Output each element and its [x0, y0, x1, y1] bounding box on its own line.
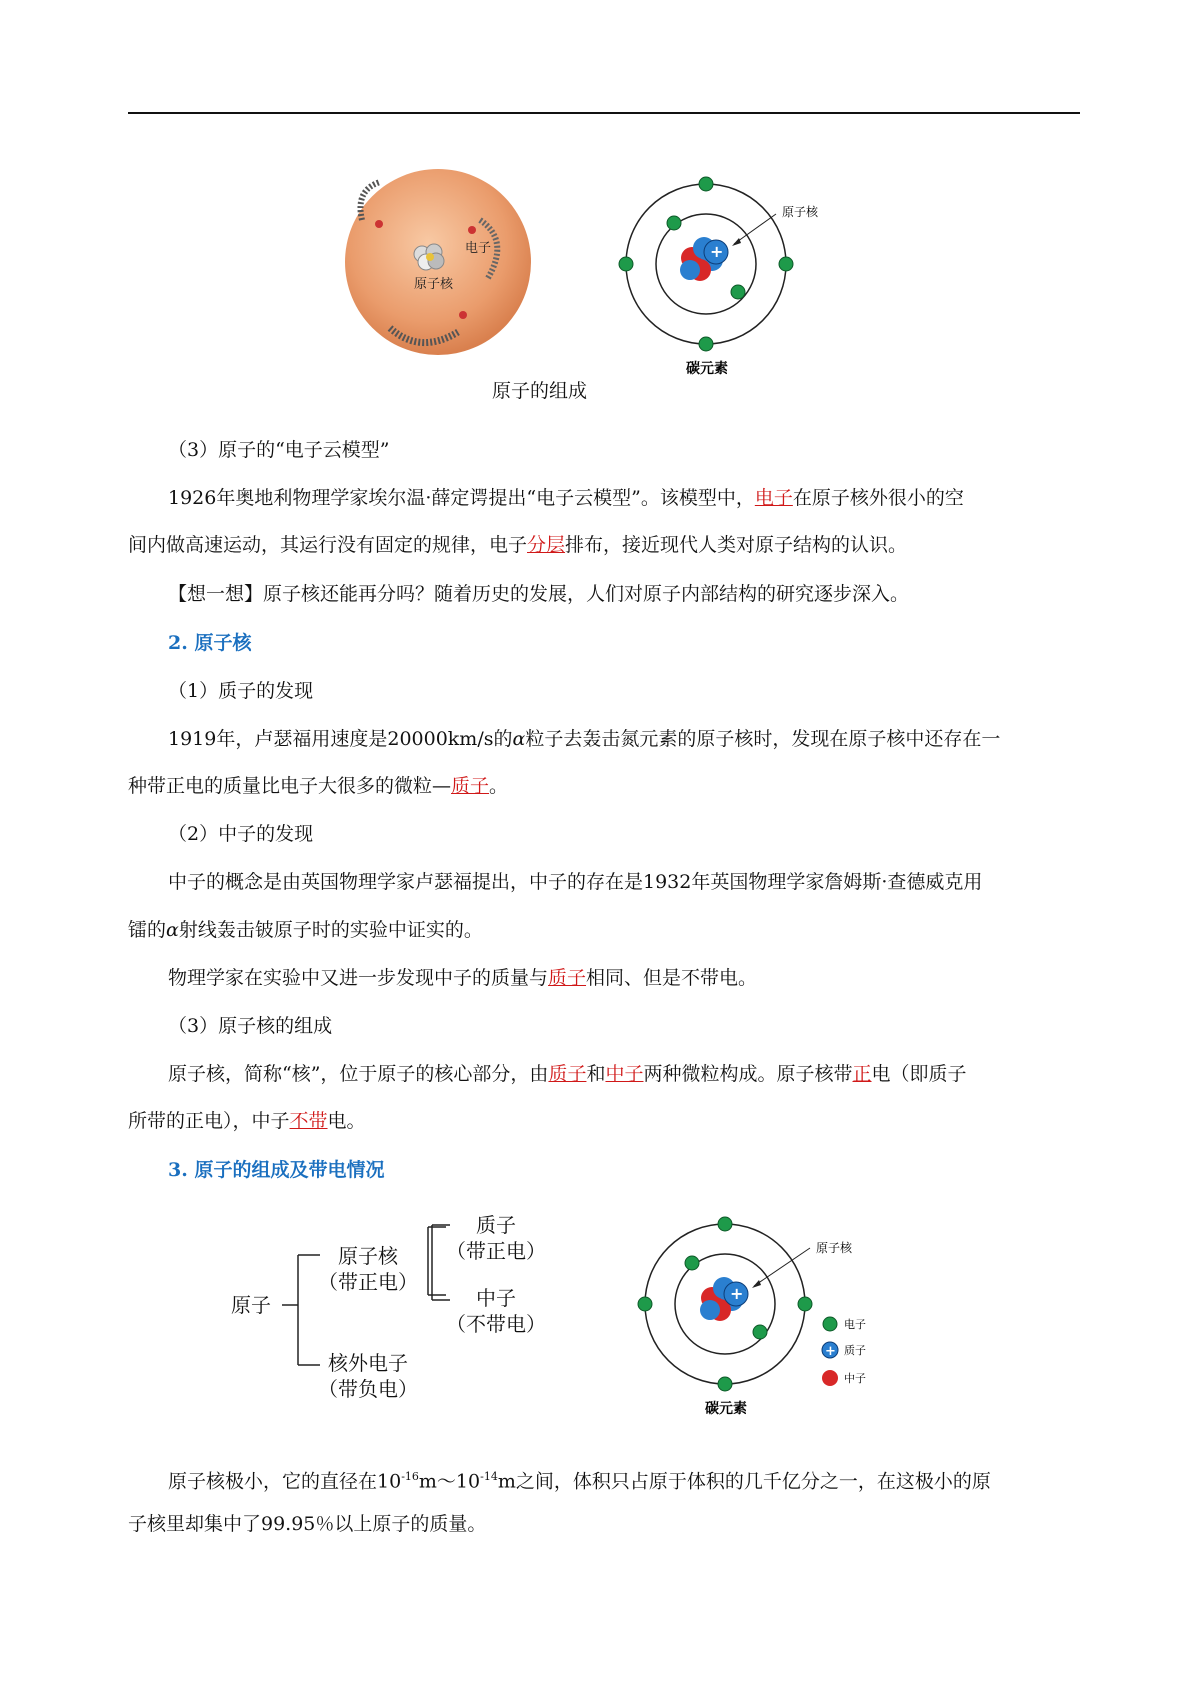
tree-electron: 核外电子 （带负电） [318, 1351, 418, 1401]
neutron-line-2: 镭的α射线轰击铍原子时的实验中证实的。 [128, 919, 483, 941]
neutron-line-1: 中子的概念是由英国物理学家卢瑟福提出，中子的存在是1932年英国物理学家詹姆斯·查德威克用 [168, 871, 983, 893]
answer-comp-proton: 质子 [548, 1063, 587, 1085]
svg-text:+: + [730, 1284, 744, 1303]
heading-atom-composition: 3. 原子的组成及带电情况 [168, 1159, 385, 1181]
sub-proton-title: （1）质子的发现 [168, 680, 314, 702]
answer-proton-mass: 质子 [548, 967, 587, 989]
paragraph-cloud-line-1: 1926年奥地利物理学家埃尔温·薛定谔提出“电子云模型”。该模型中，电子在原子核外很小的空 [168, 487, 964, 509]
proton-line-1: 1919年，卢瑟福用速度是20000km/s的α粒子去轰击氮元素的原子核时，发现在原子核中还存在一 [168, 728, 1001, 750]
heading-nucleus: 2. 原子核 [168, 632, 252, 654]
electron-label: 电子 [465, 240, 492, 255]
header-rule [128, 112, 1080, 114]
legend-electron-icon [823, 1317, 837, 1331]
proton-line-2: 种带正电的质量比电子大很多的微粒—质子。 [128, 775, 509, 797]
answer-proton: 质子 [451, 775, 490, 797]
carbon-atom-figure-2 [630, 1208, 910, 1418]
carbon-nucleus-label: 原子核 [782, 205, 819, 219]
carbon-nucleus-2 [700, 1277, 748, 1321]
carbon-label: 碳元素 [686, 362, 728, 377]
neutron-line-3: 物理学家在实验中又进一步发现中子的质量与质子相同、但是不带电。 [168, 967, 758, 989]
carbon-nucleus [680, 237, 728, 281]
svg-text:+: + [825, 1344, 836, 1359]
nucleus-comp-line-1: 原子核，简称“核”，位于原子的核心部分，由质子和中子两种微粒构成。原子核带正电（即质子 [168, 1063, 967, 1085]
legend [822, 1317, 866, 1386]
svg-text:中子: 中子 [844, 1373, 866, 1385]
section-3-title: （3）原子的“电子云模型” [168, 439, 390, 461]
answer-electron: 电子 [754, 487, 793, 509]
legend-neutron-icon [822, 1370, 838, 1386]
carbon-atom-figure-1 [608, 168, 858, 378]
figure-caption: 原子的组成 [492, 380, 588, 402]
answer-positive: 正 [852, 1063, 872, 1085]
svg-text:电子: 电子 [844, 1319, 866, 1331]
svg-text:+: + [710, 242, 724, 261]
tree-proton: 质子 （带正电） [446, 1213, 546, 1263]
carbon-nucleus-label-2: 原子核 [816, 1241, 853, 1255]
answer-comp-neutron: 中子 [605, 1063, 644, 1085]
sub-nucleus-comp-title: （3）原子核的组成 [168, 1015, 333, 1037]
nucleus-label: 原子核 [414, 276, 454, 291]
svg-text:质子: 质子 [844, 1345, 866, 1357]
answer-layered: 分层 [527, 534, 566, 556]
tree-nucleus: 原子核 （带正电） [318, 1244, 418, 1294]
final-line-2: 子核里却集中了99.95％以上原子的质量。 [128, 1513, 487, 1535]
paragraph-cloud-line-2: 间内做高速运动，其运行没有固定的规律，电子分层排布，接近现代人类对原子结构的认识。 [128, 534, 908, 556]
carbon-label-2: 碳元素 [705, 1402, 747, 1417]
atom-model-figure [340, 160, 540, 370]
final-line-1: 原子核极小，它的直径在$10^{-16}m\sim 10^{-14}m$之间，体积只占原于体积的几千亿分之一，在这极小的原 [168, 1470, 991, 1493]
nucleus-comp-line-2: 所带的正电），中子不带电。 [128, 1110, 366, 1132]
tree-atom: 原子 [231, 1293, 271, 1317]
tree-neutron: 中子 （不带电） [446, 1286, 546, 1336]
answer-neutral: 不带 [289, 1110, 328, 1132]
think-paragraph: 【想一想】原子核还能再分吗？随着历史的发展，人们对原子内部结构的研究逐步深入。 [168, 583, 910, 605]
sub-neutron-title: （2）中子的发现 [168, 823, 314, 845]
